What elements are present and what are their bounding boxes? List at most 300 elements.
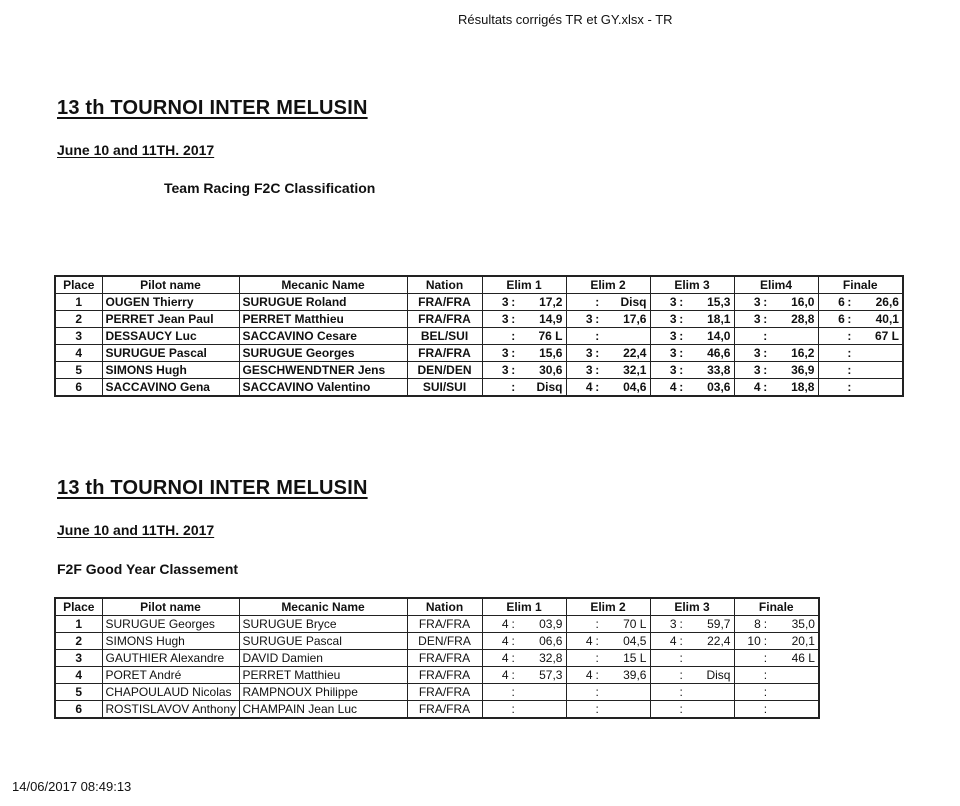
time-value: 16,2 <box>791 346 815 360</box>
time-value <box>686 701 731 717</box>
time-value <box>770 684 815 700</box>
laps-value <box>738 701 761 717</box>
separator: : <box>679 702 683 716</box>
time-value <box>518 684 563 700</box>
time-value: 67 L <box>874 329 899 343</box>
elim-cell <box>650 684 734 701</box>
laps-value: 3 <box>501 295 509 309</box>
separator: : <box>595 702 599 716</box>
column-header: Elim 3 <box>650 276 734 294</box>
laps-value: 4 <box>669 634 677 648</box>
time-value: 15,6 <box>539 346 563 360</box>
finale-cell <box>818 379 903 397</box>
separator: : <box>847 295 852 309</box>
laps-value <box>822 328 845 344</box>
laps-value <box>570 294 593 310</box>
laps-value <box>570 701 593 717</box>
section2-title: 13 th TOURNOI INTER MELUSIN <box>57 477 368 499</box>
laps-value <box>570 328 593 344</box>
time-value <box>770 328 815 344</box>
laps-value <box>822 345 845 361</box>
elim-cell <box>650 311 734 328</box>
mecanic-name-cell: SURUGUE Pascal <box>239 633 407 650</box>
finale-cell <box>734 633 819 650</box>
elim-cell <box>482 379 566 397</box>
elim-cell <box>482 684 566 701</box>
pilot-name-cell: GAUTHIER Alexandre <box>102 650 239 667</box>
elim-cell <box>650 345 734 362</box>
elim-cell <box>566 684 650 701</box>
time-value: 03,9 <box>539 617 563 631</box>
separator: : <box>679 685 683 699</box>
separator: : <box>595 312 600 326</box>
pilot-name-cell: ROSTISLAVOV Anthony <box>102 701 239 719</box>
column-header: Pilot name <box>102 598 239 616</box>
separator: : <box>595 634 599 648</box>
table-row <box>55 667 819 684</box>
separator: : <box>763 363 768 377</box>
time-value: 39,6 <box>623 668 647 682</box>
separator: : <box>511 363 516 377</box>
separator: : <box>763 380 768 394</box>
nation-cell: FRA/FRA <box>407 311 482 328</box>
column-header: Finale <box>818 276 903 294</box>
time-value: 32,1 <box>623 363 647 377</box>
separator: : <box>847 329 852 343</box>
pilot-name-cell: PERRET Jean Paul <box>102 311 239 328</box>
elim-cell <box>482 311 566 328</box>
laps-value: 6 <box>838 295 845 309</box>
laps-value: 4 <box>501 634 509 648</box>
column-header: Elim 3 <box>650 598 734 616</box>
finale-cell <box>818 345 903 362</box>
laps-value: 3 <box>501 363 509 377</box>
time-value: 17,2 <box>539 295 563 309</box>
column-header: Elim4 <box>734 276 818 294</box>
laps-value: 4 <box>585 634 593 648</box>
column-header: Place <box>55 276 102 294</box>
section2-subtitle: F2F Good Year Classement <box>57 561 239 577</box>
separator: : <box>511 634 515 648</box>
elim-cell <box>482 633 566 650</box>
laps-value: 8 <box>754 617 761 631</box>
good-year-table <box>54 597 820 719</box>
place-cell: 4 <box>55 667 102 684</box>
elim-cell <box>566 379 650 397</box>
mecanic-name-cell: SURUGUE Georges <box>239 345 407 362</box>
time-value <box>770 667 815 683</box>
elim-cell <box>734 328 818 345</box>
column-header: Nation <box>407 598 482 616</box>
time-value: Disq <box>620 295 647 309</box>
separator: : <box>847 363 852 377</box>
place-cell: 3 <box>55 650 102 667</box>
time-value: 18,8 <box>791 380 815 394</box>
separator: : <box>847 380 852 394</box>
table-row <box>55 311 903 328</box>
pilot-name-cell: SIMONS Hugh <box>102 633 239 650</box>
table-row <box>55 294 903 311</box>
separator: : <box>511 685 515 699</box>
mecanic-name-cell: SACCAVINO Cesare <box>239 328 407 345</box>
nation-cell: FRA/FRA <box>407 701 482 719</box>
laps-value: 3 <box>501 346 509 360</box>
separator: : <box>763 329 768 343</box>
elim-cell <box>650 379 734 397</box>
pilot-name-cell: SIMONS Hugh <box>102 362 239 379</box>
time-value: 70 L <box>623 617 647 631</box>
time-value: 57,3 <box>539 668 563 682</box>
finale-cell <box>818 311 903 328</box>
finale-cell <box>734 667 819 684</box>
time-value: 35,0 <box>791 617 815 631</box>
separator: : <box>763 685 768 699</box>
column-header: Pilot name <box>102 276 239 294</box>
separator: : <box>595 685 599 699</box>
time-value: 16,0 <box>791 295 815 309</box>
laps-value: 3 <box>753 312 761 326</box>
time-value: 76 L <box>538 329 563 343</box>
elim-cell <box>734 379 818 397</box>
laps-value: 3 <box>501 312 509 326</box>
elim-cell <box>566 616 650 633</box>
time-value: 18,1 <box>707 312 731 326</box>
nation-cell: BEL/SUI <box>407 328 482 345</box>
laps-value <box>822 379 845 395</box>
elim-cell <box>734 345 818 362</box>
column-header: Elim 1 <box>482 276 566 294</box>
section1-subtitle: Team Racing F2C Classification <box>164 180 376 196</box>
time-value <box>854 379 899 395</box>
table-header-row <box>55 598 819 616</box>
print-timestamp: 14/06/2017 08:49:13 <box>12 779 132 794</box>
separator: : <box>511 668 515 682</box>
separator: : <box>847 312 852 326</box>
table-row <box>55 650 819 667</box>
mecanic-name-cell: SACCAVINO Valentino <box>239 379 407 397</box>
laps-value: 3 <box>753 363 761 377</box>
table-row <box>55 345 903 362</box>
separator: : <box>511 380 516 394</box>
separator: : <box>679 329 684 343</box>
time-value: 36,9 <box>791 363 815 377</box>
column-header: Mecanic Name <box>239 598 407 616</box>
finale-cell <box>734 701 819 719</box>
time-value <box>854 362 899 378</box>
laps-value: 3 <box>753 346 761 360</box>
laps-value: 4 <box>501 617 509 631</box>
separator: : <box>679 346 684 360</box>
elim-cell <box>566 667 650 684</box>
time-value: 40,1 <box>875 312 899 326</box>
separator: : <box>595 380 600 394</box>
elim-cell <box>650 328 734 345</box>
time-value: 26,6 <box>875 295 899 309</box>
separator: : <box>763 312 768 326</box>
elim-cell <box>482 650 566 667</box>
time-value: 14,0 <box>707 329 731 343</box>
time-value: 22,4 <box>623 346 647 360</box>
laps-value <box>738 667 761 683</box>
table-row <box>55 362 903 379</box>
column-header: Elim 1 <box>482 598 566 616</box>
pilot-name-cell: SACCAVINO Gena <box>102 379 239 397</box>
laps-value <box>570 616 593 632</box>
separator: : <box>511 702 515 716</box>
elim-cell <box>650 294 734 311</box>
separator: : <box>511 617 515 631</box>
finale-cell <box>734 650 819 667</box>
separator: : <box>679 651 683 665</box>
elim-cell <box>734 311 818 328</box>
mecanic-name-cell: DAVID Damien <box>239 650 407 667</box>
elim-cell <box>566 294 650 311</box>
laps-value <box>486 701 509 717</box>
pilot-name-cell: PORET André <box>102 667 239 684</box>
time-value: Disq <box>706 668 731 682</box>
nation-cell: DEN/DEN <box>407 362 482 379</box>
nation-cell: FRA/FRA <box>407 294 482 311</box>
elim-cell <box>566 311 650 328</box>
mecanic-name-cell: RAMPNOUX Philippe <box>239 684 407 701</box>
laps-value <box>738 328 761 344</box>
laps-value: 4 <box>585 380 593 394</box>
column-header: Mecanic Name <box>239 276 407 294</box>
team-racing-table <box>54 275 904 397</box>
time-value: 20,1 <box>791 634 815 648</box>
laps-value: 4 <box>753 380 761 394</box>
laps-value: 3 <box>669 329 677 343</box>
time-value: 30,6 <box>539 363 563 377</box>
pilot-name-cell: SURUGUE Georges <box>102 616 239 633</box>
laps-value: 3 <box>669 363 677 377</box>
separator: : <box>511 346 516 360</box>
separator: : <box>511 651 515 665</box>
laps-value <box>822 362 845 378</box>
finale-cell <box>818 328 903 345</box>
separator: : <box>679 363 684 377</box>
finale-cell <box>734 616 819 633</box>
elim-cell <box>482 616 566 633</box>
place-cell: 6 <box>55 701 102 719</box>
separator: : <box>595 617 599 631</box>
time-value: 17,6 <box>623 312 647 326</box>
separator: : <box>595 651 599 665</box>
time-value: 59,7 <box>707 617 731 631</box>
laps-value: 4 <box>585 668 593 682</box>
laps-value <box>654 650 677 666</box>
laps-value <box>654 701 677 717</box>
laps-value: 3 <box>669 617 677 631</box>
separator: : <box>679 312 684 326</box>
separator: : <box>763 702 768 716</box>
elim-cell <box>482 701 566 719</box>
elim-cell <box>482 667 566 684</box>
time-value: 15,3 <box>707 295 731 309</box>
separator: : <box>763 617 768 631</box>
laps-value <box>486 684 509 700</box>
place-cell: 6 <box>55 379 102 397</box>
place-cell: 5 <box>55 684 102 701</box>
place-cell: 5 <box>55 362 102 379</box>
place-cell: 1 <box>55 294 102 311</box>
elim-cell <box>566 701 650 719</box>
mecanic-name-cell: PERRET Matthieu <box>239 311 407 328</box>
laps-value: 3 <box>753 295 761 309</box>
table-row <box>55 379 903 397</box>
time-value <box>854 345 899 361</box>
place-cell: 4 <box>55 345 102 362</box>
time-value <box>602 701 647 717</box>
separator: : <box>595 346 600 360</box>
elim-cell <box>650 650 734 667</box>
time-value: 06,6 <box>539 634 563 648</box>
laps-value: 3 <box>585 346 593 360</box>
column-header: Finale <box>734 598 819 616</box>
finale-cell <box>818 362 903 379</box>
separator: : <box>679 380 684 394</box>
pilot-name-cell: OUGEN Thierry <box>102 294 239 311</box>
separator: : <box>763 634 768 648</box>
nation-cell: FRA/FRA <box>407 684 482 701</box>
separator: : <box>763 668 768 682</box>
separator: : <box>679 617 683 631</box>
time-value: 04,5 <box>623 634 647 648</box>
elim-cell <box>566 633 650 650</box>
finale-cell <box>818 294 903 311</box>
laps-value: 3 <box>585 363 593 377</box>
elim-cell <box>650 362 734 379</box>
mecanic-name-cell: PERRET Matthieu <box>239 667 407 684</box>
place-cell: 3 <box>55 328 102 345</box>
nation-cell: FRA/FRA <box>407 650 482 667</box>
section2-date: June 10 and 11TH. 2017 <box>57 522 215 538</box>
separator: : <box>847 346 852 360</box>
table-row <box>55 684 819 701</box>
time-value: 22,4 <box>707 634 731 648</box>
time-value: 15 L <box>623 651 647 665</box>
finale-cell <box>734 684 819 701</box>
nation-cell: DEN/FRA <box>407 633 482 650</box>
file-header: Résultats corrigés TR et GY.xlsx - TR <box>458 12 673 27</box>
time-value: 46,6 <box>707 346 731 360</box>
mecanic-name-cell: CHAMPAIN Jean Luc <box>239 701 407 719</box>
time-value: 04,6 <box>623 380 647 394</box>
time-value: 32,8 <box>539 651 563 665</box>
mecanic-name-cell: GESCHWENDTNER Jens <box>239 362 407 379</box>
separator: : <box>595 363 600 377</box>
section1-date: June 10 and 11TH. 2017 <box>57 142 215 158</box>
elim-cell <box>482 294 566 311</box>
elim-cell <box>566 362 650 379</box>
laps-value <box>738 684 761 700</box>
nation-cell: FRA/FRA <box>407 616 482 633</box>
elim-cell <box>650 616 734 633</box>
table-row <box>55 328 903 345</box>
elim-cell <box>650 667 734 684</box>
elim-cell <box>650 633 734 650</box>
column-header: Place <box>55 598 102 616</box>
time-value <box>602 684 647 700</box>
nation-cell: SUI/SUI <box>407 379 482 397</box>
time-value: 28,8 <box>791 312 815 326</box>
place-cell: 2 <box>55 311 102 328</box>
laps-value <box>486 379 509 395</box>
laps-value <box>570 650 593 666</box>
column-header: Elim 2 <box>566 276 650 294</box>
time-value: 33,8 <box>707 363 731 377</box>
separator: : <box>679 668 683 682</box>
table-header-row <box>55 276 903 294</box>
elim-cell <box>650 701 734 719</box>
time-value: 46 L <box>791 651 815 665</box>
column-header: Nation <box>407 276 482 294</box>
place-cell: 2 <box>55 633 102 650</box>
separator: : <box>679 295 684 309</box>
elim-cell <box>482 328 566 345</box>
laps-value <box>486 328 509 344</box>
elim-cell <box>482 345 566 362</box>
separator: : <box>511 295 516 309</box>
separator: : <box>595 295 600 309</box>
elim-cell <box>734 294 818 311</box>
separator: : <box>763 295 768 309</box>
laps-value: 4 <box>501 668 509 682</box>
elim-cell <box>566 328 650 345</box>
separator: : <box>511 329 516 343</box>
pilot-name-cell: CHAPOULAUD Nicolas <box>102 684 239 701</box>
time-value <box>770 701 815 717</box>
elim-cell <box>566 650 650 667</box>
separator: : <box>763 651 768 665</box>
laps-value: 10 <box>747 634 761 648</box>
separator: : <box>595 329 600 343</box>
mecanic-name-cell: SURUGUE Roland <box>239 294 407 311</box>
laps-value: 3 <box>669 312 677 326</box>
table-row <box>55 701 819 719</box>
elim-cell <box>734 362 818 379</box>
separator: : <box>595 668 599 682</box>
laps-value: 3 <box>669 346 677 360</box>
table-row <box>55 633 819 650</box>
nation-cell: FRA/FRA <box>407 345 482 362</box>
table-row <box>55 616 819 633</box>
laps-value: 4 <box>669 380 677 394</box>
time-value: 03,6 <box>707 380 731 394</box>
laps-value: 3 <box>585 312 593 326</box>
time-value: 14,9 <box>539 312 563 326</box>
laps-value <box>738 650 761 666</box>
laps-value <box>654 684 677 700</box>
pilot-name-cell: SURUGUE Pascal <box>102 345 239 362</box>
pilot-name-cell: DESSAUCY Luc <box>102 328 239 345</box>
separator: : <box>679 634 683 648</box>
nation-cell: FRA/FRA <box>407 667 482 684</box>
time-value <box>518 701 563 717</box>
column-header: Elim 2 <box>566 598 650 616</box>
laps-value: 3 <box>669 295 677 309</box>
section1-title: 13 th TOURNOI INTER MELUSIN <box>57 97 368 119</box>
time-value: Disq <box>536 380 563 394</box>
mecanic-name-cell: SURUGUE Bryce <box>239 616 407 633</box>
laps-value <box>570 684 593 700</box>
separator: : <box>763 346 768 360</box>
elim-cell <box>482 362 566 379</box>
laps-value <box>654 667 677 683</box>
time-value <box>602 328 647 344</box>
time-value <box>686 684 731 700</box>
separator: : <box>511 312 516 326</box>
